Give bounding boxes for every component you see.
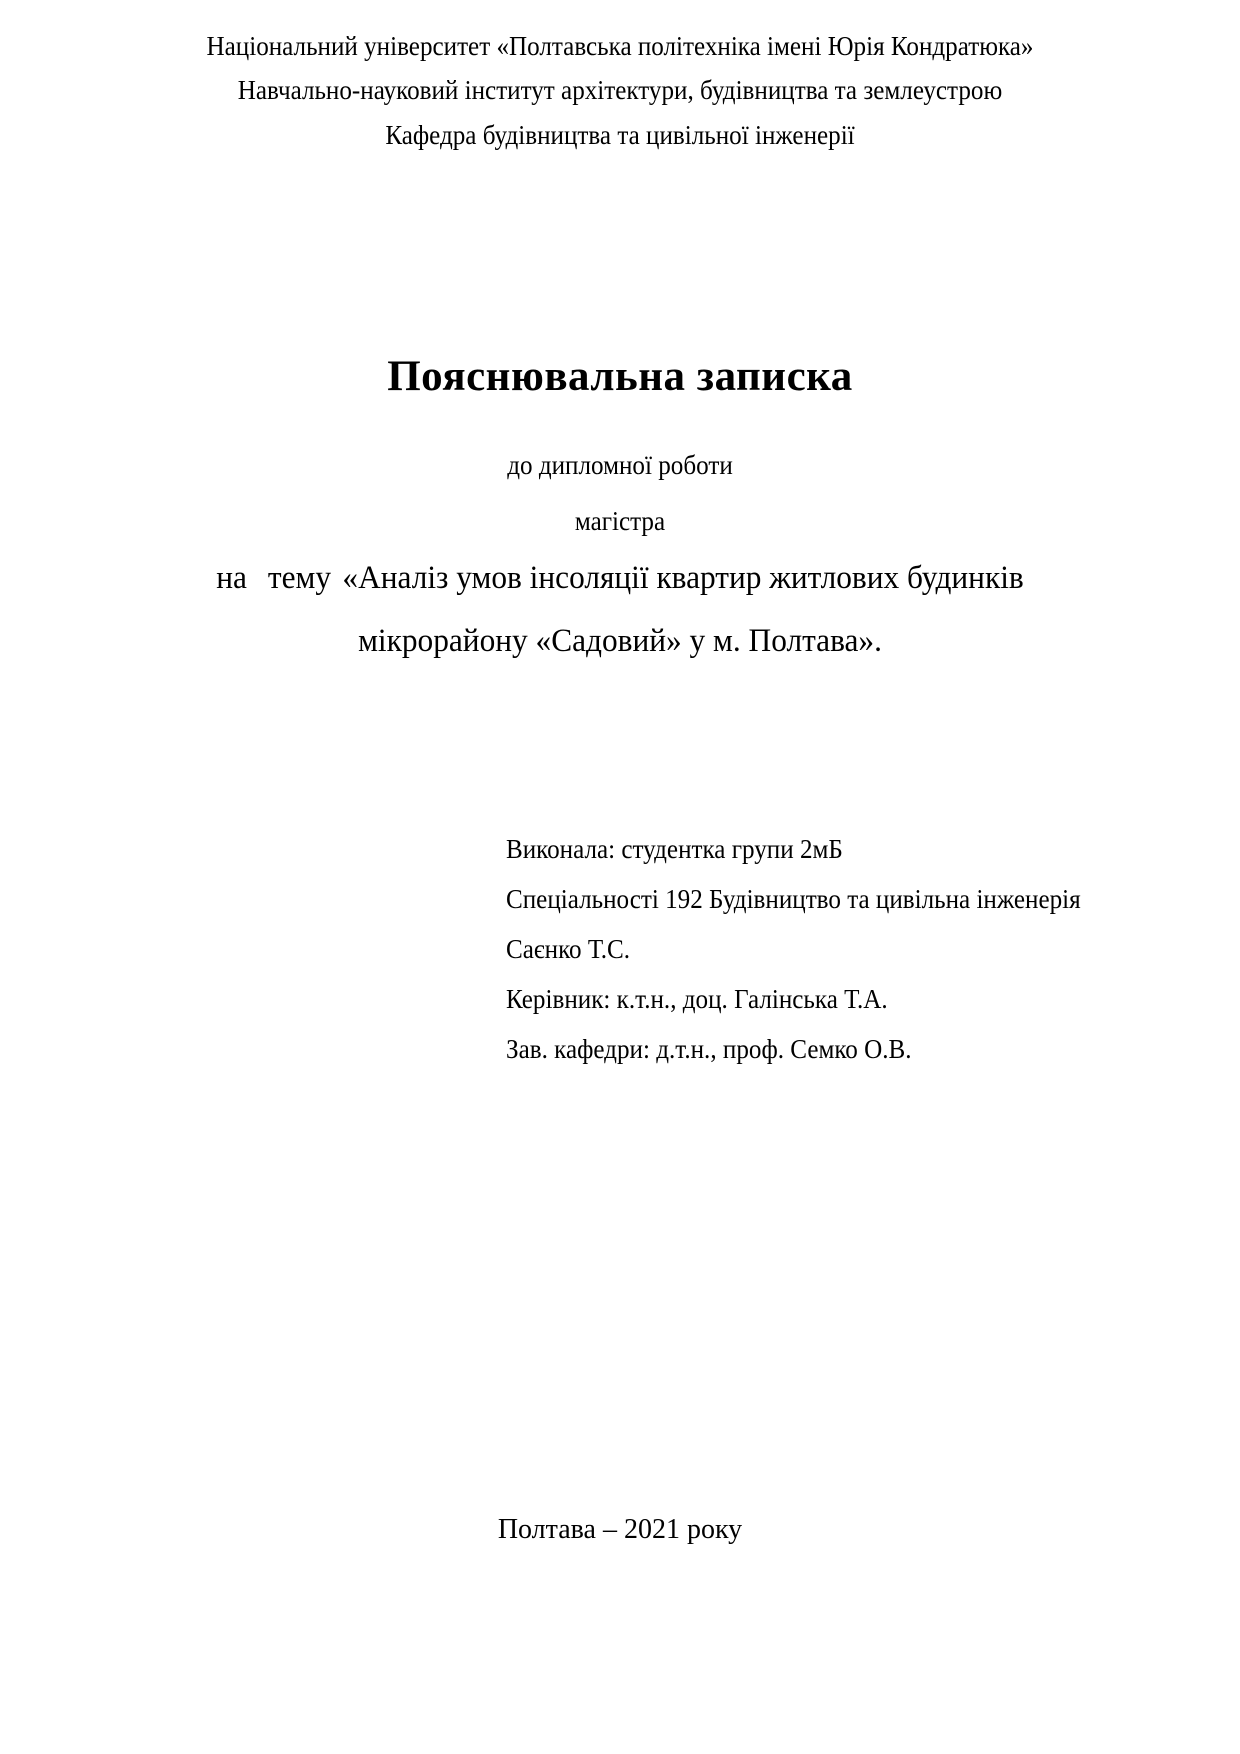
university-name: Національний університет «Полтавська політехніка імені Юрія Кондратюка» [206, 31, 1034, 61]
institute-name: Навчально-науковий інститут архітектури, будівництва та землеустрою [237, 75, 1003, 105]
student-name: Саєнко Т.С. [506, 934, 630, 964]
specialty: Спеціальності 192 Будівництво та цивільна інженерія [506, 884, 1081, 914]
degree-level: магістра [574, 506, 666, 536]
city-year: Полтава – 2021 року [497, 1514, 743, 1545]
document-subtitle: до дипломної роботи [507, 450, 733, 480]
supervisor: Керівник: к.т.н., доц. Галінська Т.А. [506, 984, 888, 1014]
performed-by: Виконала: студентка групи 2мБ [506, 834, 843, 864]
thesis-topic-line-2: мікрорайону «Садовий» у м. Полтава». [358, 623, 882, 659]
topic-text: «Аналіз умов інсоляції квартир житлових будинків [342, 560, 1024, 596]
department-name: Кафедра будівництва та цивільної інженерії [385, 120, 855, 150]
head-of-department: Зав. кафедри: д.т.н., проф. Семко О.В. [506, 1034, 912, 1064]
topic-prefix-na: на [216, 560, 247, 596]
document-title: Пояснювальна записка [387, 353, 853, 400]
thesis-topic-line-1 [31, 562, 1209, 595]
topic-prefix-temu: тему [267, 560, 332, 596]
